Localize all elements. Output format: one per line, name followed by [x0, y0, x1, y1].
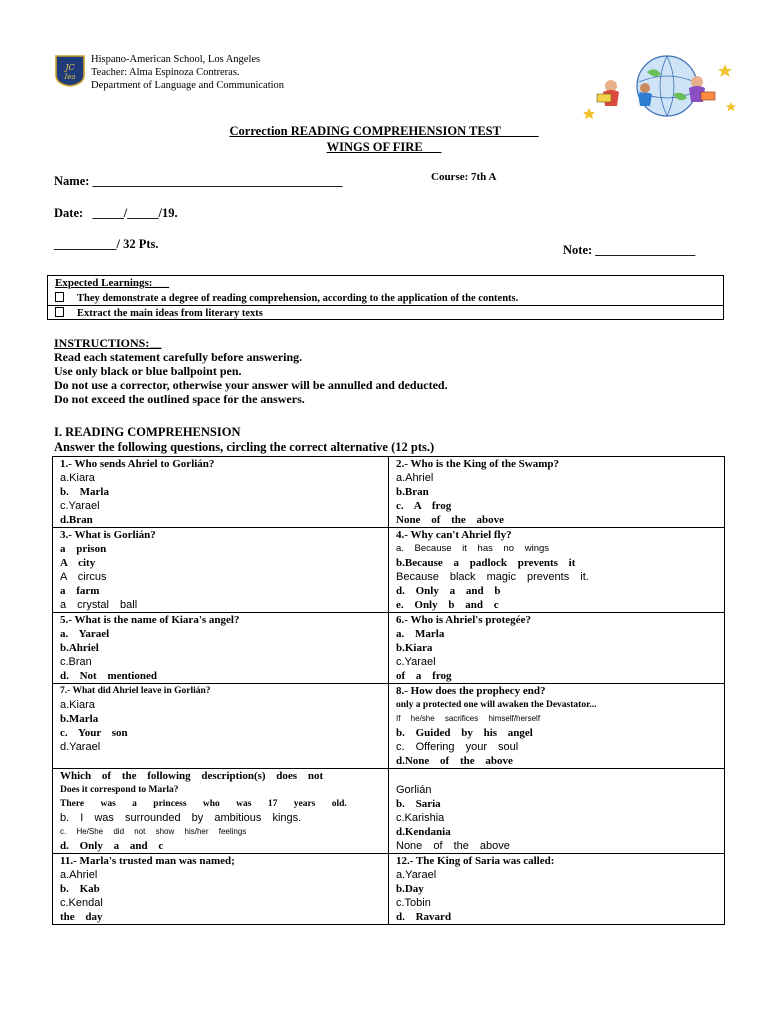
- answer-option[interactable]: d.Kendania: [396, 826, 451, 838]
- question-cell: [389, 457, 725, 528]
- question-cell: [53, 769, 389, 854]
- date-field[interactable]: Date: _____/_____/19.: [54, 206, 178, 220]
- learning-item: Extract the main ideas from literary texts: [55, 307, 263, 319]
- question-cell: [53, 613, 389, 684]
- answer-option[interactable]: a farm: [60, 585, 100, 597]
- answer-option[interactable]: c.Tobin: [396, 897, 431, 909]
- question-text: 1.- Who sends Ahriel to Gorlián?: [60, 458, 215, 470]
- school-crest-logo: [55, 55, 85, 87]
- course-label: Course: 7th A: [431, 171, 497, 183]
- kids-reading-globe-illustration: [575, 52, 740, 120]
- question-cell: [389, 613, 725, 684]
- checkbox-icon: [55, 292, 64, 302]
- section-title: I. READING COMPREHENSION: [54, 425, 241, 439]
- expected-learnings-heading: Expected Learnings:___: [55, 277, 169, 289]
- school-name: Hispano-American School, Los Angeles: [91, 54, 261, 65]
- table-row: [53, 854, 725, 925]
- question-cell: [53, 684, 389, 769]
- test-subtitle: WINGS OF FIRE___: [326, 140, 442, 154]
- answer-option[interactable]: c.Kendal: [60, 897, 103, 909]
- answer-option[interactable]: d.Bran: [60, 514, 93, 526]
- question-text: 11.- Marla's trusted man was named;: [60, 855, 235, 867]
- answer-option[interactable]: c. He/She did not show his/her feelings: [60, 827, 247, 836]
- question-text: 3.- What is Gorlián?: [60, 529, 156, 541]
- question-text: 4.- Why can't Ahriel fly?: [396, 529, 512, 541]
- answer-option[interactable]: a. Marla: [396, 628, 445, 640]
- question-cell: [389, 854, 725, 925]
- answer-option[interactable]: a.Ahriel: [60, 869, 98, 881]
- answer-option[interactable]: b.Bran: [396, 486, 429, 498]
- question-text: Which of the following description(s) does not: [60, 770, 324, 782]
- answer-option[interactable]: There was a princess who was 17 years old.: [60, 799, 347, 809]
- answer-option[interactable]: None of the above: [396, 514, 505, 526]
- instruction-line: Read each statement carefully before answering.: [54, 350, 303, 364]
- school-info: [91, 53, 284, 92]
- answer-option[interactable]: c. Offering your soul: [396, 741, 519, 753]
- answer-option[interactable]: a.Ahriel: [396, 472, 434, 484]
- table-row: [53, 528, 725, 613]
- instruction-line: Use only black or blue ballpoint pen.: [54, 364, 242, 378]
- answer-option[interactable]: a. Yarael: [60, 628, 110, 640]
- answer-option[interactable]: b.Marla: [60, 713, 99, 725]
- answer-option[interactable]: d.Yarael: [60, 741, 101, 753]
- answer-option[interactable]: c.Bran: [60, 656, 92, 668]
- instruction-line: Do not use a corrector, otherwise your answer will be annulled and deducted.: [54, 378, 448, 392]
- answer-option[interactable]: a crystal ball: [60, 599, 138, 611]
- question-cell: [389, 528, 725, 613]
- section-heading: [54, 425, 434, 455]
- svg-text:JC: JC: [65, 63, 75, 72]
- answer-option[interactable]: b.Day: [396, 883, 424, 895]
- answer-option[interactable]: c.Yarael: [60, 500, 100, 512]
- answer-option[interactable]: b. I was surrounded by ambitious kings.: [60, 812, 302, 824]
- questions-table: [52, 456, 725, 925]
- question-text: 5.- What is the name of Kiara's angel?: [60, 614, 240, 626]
- instructions: [54, 336, 448, 406]
- question-cell: [53, 528, 389, 613]
- note-field[interactable]: Note: ________________: [563, 243, 696, 257]
- test-title: Correction READING COMPREHENSION TEST______: [229, 124, 539, 138]
- answer-option[interactable]: Gorlián: [396, 784, 432, 796]
- answer-option[interactable]: d.None of the above: [396, 755, 513, 767]
- question-cell: [53, 457, 389, 528]
- answer-option[interactable]: a. Because it has no wings: [396, 543, 550, 554]
- answer-option[interactable]: a.Kiara: [60, 472, 95, 484]
- divider: [48, 305, 723, 306]
- answer-option[interactable]: c.Karishia: [396, 812, 445, 824]
- answer-option[interactable]: None of the above: [396, 840, 510, 852]
- answer-option[interactable]: If he/she sacrifices himself/herself: [396, 714, 541, 723]
- checkbox-icon: [55, 307, 64, 317]
- answer-option[interactable]: A circus: [60, 571, 107, 583]
- answer-option[interactable]: Because black magic prevents it.: [396, 571, 589, 583]
- answer-option[interactable]: c. A frog: [396, 500, 452, 512]
- answer-option[interactable]: b.Because a padlock prevents it: [396, 557, 576, 569]
- name-field[interactable]: Name: ________________________________________: [54, 174, 343, 188]
- answer-option[interactable]: d. Not mentioned: [60, 670, 157, 682]
- question-text: 8.- How does the prophecy end?: [396, 685, 546, 697]
- answer-option[interactable]: A city: [60, 557, 96, 569]
- answer-option[interactable]: c. Your son: [60, 727, 128, 739]
- answer-option[interactable]: c.Yarael: [396, 656, 436, 668]
- answer-option[interactable]: a prison: [60, 543, 107, 555]
- table-row: [53, 613, 725, 684]
- answer-option[interactable]: e. Only b and c: [396, 599, 499, 611]
- question-text: 2.- Who is the King of the Swamp?: [396, 458, 559, 470]
- answer-option[interactable]: of a frog: [396, 670, 452, 682]
- instructions-heading: INSTRUCTIONS:__: [54, 336, 162, 350]
- answer-option[interactable]: the day: [60, 911, 103, 923]
- answer-option[interactable]: b.Ahriel: [60, 642, 99, 654]
- question-cell: [53, 854, 389, 925]
- instruction-line: Do not exceed the outlined space for the answers.: [54, 392, 305, 406]
- teacher-name: Teacher: Alma Espinoza Contreras.: [91, 67, 240, 78]
- svg-text:Iea: Iea: [64, 73, 76, 81]
- answer-option[interactable]: b.Kiara: [396, 642, 433, 654]
- answer-option[interactable]: b. Kab: [60, 883, 100, 895]
- answer-option[interactable]: d. Ravard: [396, 911, 452, 923]
- answer-option[interactable]: a.Yarael: [396, 869, 437, 881]
- question-text: [396, 769, 724, 783]
- question-text: 12.- The King of Saria was called:: [396, 855, 555, 867]
- question-text: 6.- Who is Ahriel's protegée?: [396, 614, 531, 626]
- question-cell: [389, 769, 725, 854]
- answer-option[interactable]: d. Only a and c: [60, 840, 164, 852]
- answer-option[interactable]: only a protected one will awaken the Devastator...: [396, 700, 597, 710]
- answer-option[interactable]: a.Kiara: [60, 699, 95, 711]
- answer-option[interactable]: b. Saria: [396, 798, 441, 810]
- learning-item: They demonstrate a degree of reading comprehension, according to the application of the contents.: [55, 292, 518, 304]
- question-text: 7.- What did Ahriel leave in Gorlián?: [60, 686, 211, 696]
- table-row: [53, 457, 725, 528]
- table-row: [53, 684, 725, 769]
- question-cell: [389, 684, 725, 769]
- answer-option[interactable]: b. Guided by his angel: [396, 727, 533, 739]
- points-field[interactable]: __________/ 32 Pts.: [54, 237, 159, 251]
- question-text-continued: Does it correspond to Marla?: [60, 785, 179, 795]
- department-name: Department of Language and Communication: [91, 80, 285, 91]
- section-subtitle: Answer the following questions, circling the correct alternative (12 pts.): [54, 440, 435, 454]
- expected-learnings-box: [47, 275, 724, 320]
- answer-option[interactable]: d. Only a and b: [396, 585, 501, 597]
- table-row: [53, 769, 725, 854]
- answer-option[interactable]: b. Marla: [60, 486, 109, 498]
